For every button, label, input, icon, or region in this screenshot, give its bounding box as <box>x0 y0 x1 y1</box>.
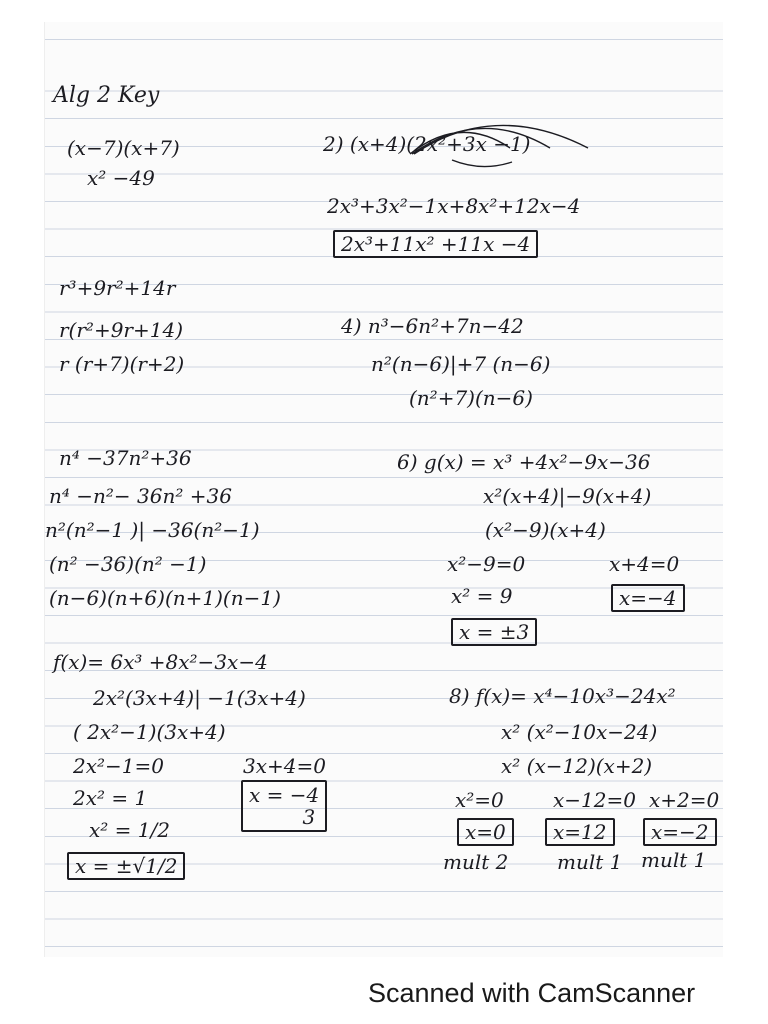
p7-line-2: 2x²(3x+4)| −1(3x+4) <box>93 686 306 710</box>
p1-line-1: (x−7)(x+7) <box>67 136 180 160</box>
p5-line-5: (n−6)(n+6)(n+1)(n−1) <box>49 586 281 610</box>
p8-answer-3: x=−2 <box>643 818 717 846</box>
p4-line-2: n²(n−6)|+7 (n−6) <box>371 352 551 376</box>
p3-line-3: r (r+7)(r+2) <box>59 352 185 376</box>
p5-line-1: n⁴ −37n²+36 <box>59 446 192 470</box>
p6-line-2: x²(x+4)|−9(x+4) <box>483 484 652 508</box>
p4-number: 4) <box>341 314 362 338</box>
p6-line-3: (x²−9)(x+4) <box>485 518 606 542</box>
p8-expr: f(x)= x⁴−10x³−24x² <box>475 684 676 708</box>
p8-answer-1: x=0 <box>457 818 514 846</box>
p8-mult-2: mult 1 <box>557 850 623 874</box>
p5-line-2: n⁴ −n²− 36n² +36 <box>49 484 232 508</box>
p6-eq-3: x² = 9 <box>451 584 513 608</box>
p7-answer-a <box>241 780 327 832</box>
p6-answer-a: x=−4 <box>611 584 685 612</box>
p8-mult-3: mult 1 <box>641 848 707 872</box>
p3-line-1: r³+9r²+14r <box>59 276 176 300</box>
p7-answer-a-numerator: x = −4 <box>249 783 320 807</box>
p7-eq-1: 2x²−1=0 <box>73 754 164 778</box>
p6-answer-b: x = ±3 <box>451 618 537 646</box>
p2-number: 2) <box>323 132 344 156</box>
p7-line-3: ( 2x²−1)(3x+4) <box>73 720 226 744</box>
p2-expression <box>323 132 531 156</box>
p7-eq-2: 3x+4=0 <box>243 754 326 778</box>
p2-expr: (x+4)(2x²+3x −1) <box>349 132 531 156</box>
p7-answer-a-denominator: 3 <box>302 805 316 829</box>
notebook-page <box>44 22 723 957</box>
p4-expr: n³−6n²+7n−42 <box>367 314 524 338</box>
scanner-watermark: Scanned with CamScanner <box>368 978 696 1008</box>
p8-eq-2: x−12=0 <box>553 788 636 812</box>
p4-line-3: (n²+7)(n−6) <box>409 386 533 410</box>
p8-eq-3: x+2=0 <box>649 788 720 812</box>
p8-answer-2: x=12 <box>545 818 615 846</box>
p1-line-2: x² −49 <box>87 166 155 190</box>
p2-answer: 2x³+11x² +11x −4 <box>333 230 538 258</box>
p5-line-4: (n² −36)(n² −1) <box>49 552 207 576</box>
p8-line-2: x² (x²−10x−24) <box>501 720 658 744</box>
p2-expanded: 2x³+3x²−1x+8x²+12x−4 <box>327 194 581 218</box>
p7-eq-4: x² = 1/2 <box>89 818 170 842</box>
p6-eq-1: x²−9=0 <box>447 552 526 576</box>
page-title: Alg 2 Key <box>53 83 160 108</box>
p6-number: 6) <box>397 450 418 474</box>
p6-expr: g(x) = x³ +4x²−9x−36 <box>423 450 651 474</box>
p8-line-1 <box>449 684 676 708</box>
p5-line-3: n²(n²−1 )| −36(n²−1) <box>45 518 260 542</box>
p4-line-1 <box>341 314 524 338</box>
p6-eq-2: x+4=0 <box>609 552 680 576</box>
p8-mult-1: mult 2 <box>443 850 509 874</box>
p8-line-3: x² (x−12)(x+2) <box>501 754 653 778</box>
p6-line-1 <box>397 450 650 474</box>
p7-line-1: f(x)= 6x³ +8x²−3x−4 <box>53 650 268 674</box>
p7-eq-3: 2x² = 1 <box>73 786 148 810</box>
p8-eq-1: x²=0 <box>455 788 504 812</box>
p8-number: 8) <box>449 684 470 708</box>
p3-line-2: r(r²+9r+14) <box>59 318 183 342</box>
p7-answer-b: x = ±√1/2 <box>67 852 185 880</box>
